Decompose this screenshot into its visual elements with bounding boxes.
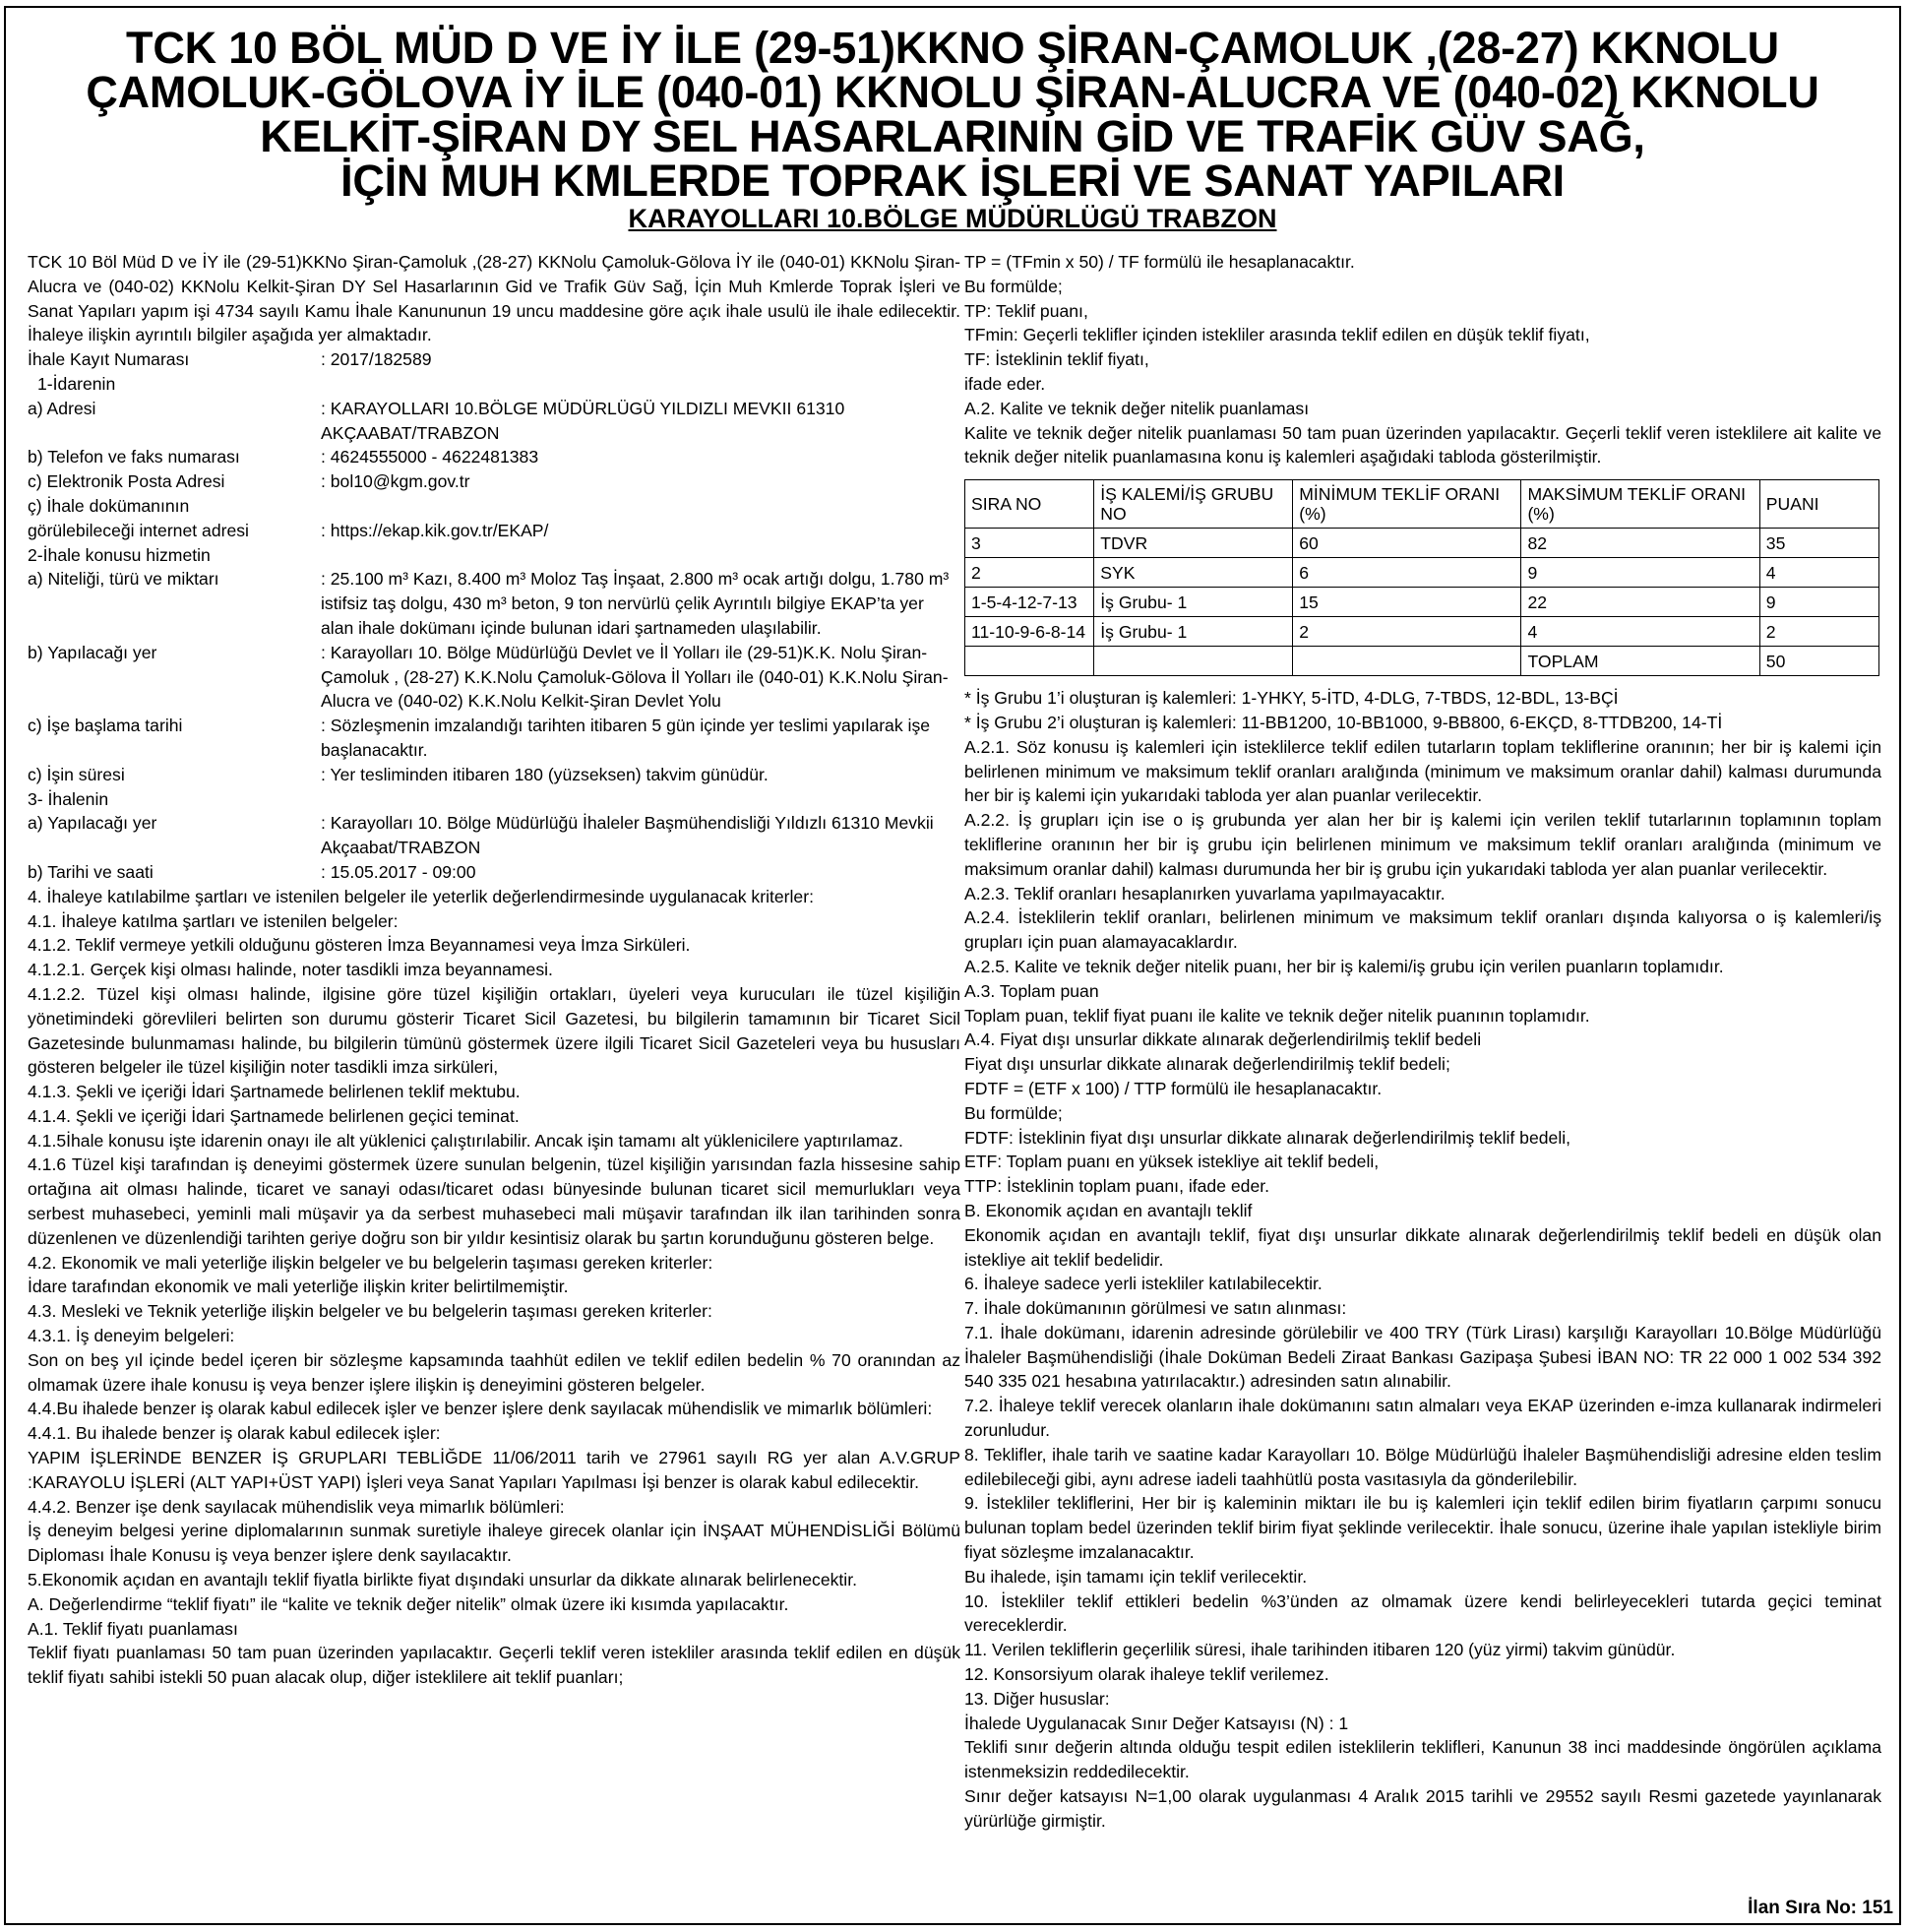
paragraph: Kalite ve teknik değer nitelik puanlaması 50 tam puan üzerinden yapılacaktır. Geçerli teklif veren isteklilere ait kalite ve teknik değer nitelik puanlamasına konu iş kalemleri aşağıdaki tabloda gösterilmiştir.: [964, 422, 1881, 467]
field-value: : Sözleşmenin imzalandığı tarihten itibaren 5 gün içinde yer teslimi yapılarak işe başlanacaktır.: [321, 716, 931, 760]
field-label: c) Elektronik Posta Adresi: [28, 471, 225, 492]
table-cell: 1-5-4-12-7-13: [965, 588, 1094, 617]
paragraph: 9. İstekliler tekliflerini, Her bir iş kaleminin miktarı ile bu iş kalemleri için teklif edilen birim fiyatların çarpımı sonucu bulunan toplam bedel üzerinden teklif birim fiyat şeklinde verilecektir. İhale sonucu, üzerine ihale yapılan istekliyle birim fiyat sözleşme imzalanacaktır.: [964, 1493, 1881, 1563]
column-header: MAKSİMUM TEKLİF ORANI (%): [1521, 480, 1759, 529]
field-value: : 15.05.2017 - 09:00: [321, 861, 476, 882]
paragraph: 4.4.Bu ihalede benzer iş olarak kabul edilecek işler ve benzer işlere denk sayılacak mühendislik ve mimarlık bölümleri:: [28, 1399, 933, 1419]
paragraph: 4.3.1. İş deneyim belgeleri:: [28, 1326, 235, 1346]
paragraph: Son on beş yıl içinde bedel içeren bir sözleşme kapsamında taahhüt edilen ve teklif edilen bedelin % 70 oranından az olmamak üzere ihale konusu iş veya benzer işlere ilişkin iş deneyimini gösteren belgeler.: [28, 1349, 960, 1395]
field-row: [28, 641, 960, 714]
field-value: : 4624555000 - 4622481383: [321, 447, 539, 467]
field-label: c) İşin süresi: [28, 764, 125, 784]
table-cell: 2: [1759, 617, 1878, 647]
headline-line: KELKİT-ŞİRAN DY SEL HASARLARININ GİD VE TRAFİK GÜV SAĞ,: [260, 111, 1645, 161]
table-cell: 3: [965, 529, 1094, 558]
paragraph: A.2.5. Kalite ve teknik değer nitelik puanı, her bir iş kalemi/iş grubu için verilen puanların toplamıdır.: [964, 956, 1724, 976]
field-row: [28, 445, 960, 469]
section-heading: 2-İhale konusu hizmetin: [28, 544, 211, 565]
table-cell: 60: [1293, 529, 1521, 558]
scoring-table: [964, 479, 1879, 676]
issuer-subheading: [6, 205, 1899, 232]
field-row: [28, 714, 960, 763]
left-paragraphs: [28, 885, 960, 1690]
paragraph: 4.2. Ekonomik ve mali yeterliğe ilişkin belgeler ve bu belgelerin taşıması gereken kriterler:: [28, 1252, 713, 1273]
paragraph: A.2.4. İsteklilerin teklif oranları, belirlenen minimum ve maksimum teklif oranları dışında kalıyorsa o iş kalemleri/iş grupları için puan alamayacaklardır.: [964, 907, 1881, 953]
field-value: : Karayolları 10. Bölge Müdürlüğü İhaleler Başmühendisliği Yıldızlı 61310 Mevkii Akçaabat/TRABZON: [321, 813, 934, 858]
field-row: [28, 397, 960, 446]
paragraph: İdare tarafından ekonomik ve mali yeterliğe ilişkin kriter belirtilmemiştir.: [28, 1277, 569, 1297]
field-value: : KARAYOLLARI 10.BÖLGE MÜDÜRLÜGÜ YILDIZLI MEVKII 61310 AKÇAABAT/TRABZON: [321, 398, 845, 443]
paragraph: 10. İstekliler teklif ettikleri bedelin %3’ünden az olmamak üzere kendi belirleyecekleri tutarda geçici teminat vereceklerdir.: [964, 1590, 1881, 1636]
empty-cell: [965, 647, 1094, 676]
section-heading: 3- İhalenin: [28, 788, 109, 809]
paragraph: İhalede Uygulanacak Sınır Değer Katsayısı (N) : 1: [964, 1713, 1349, 1733]
paragraph: TTP: İsteklinin toplam puanı, ifade eder.: [964, 1176, 1270, 1197]
paragraph: Teklifi sınır değerin altında olduğu tespit edilen isteklilerin teklifleri, Kanunun 38 inci maddesinde öngörülen açıklama istenmeksizin reddedilecektir.: [964, 1737, 1881, 1782]
field-label: b) Yapılacağı yer: [28, 642, 157, 662]
table-cell: 22: [1521, 588, 1759, 617]
table-cell: İş Grubu- 1: [1094, 588, 1293, 617]
paragraph: 12. Konsorsiyum olarak ihaleye teklif verilemez.: [964, 1664, 1329, 1685]
paragraph: A.4. Fiyat dışı unsurlar dikkate alınarak değerlendirilmiş teklif bedeli: [964, 1029, 1482, 1050]
table-body: [965, 529, 1879, 676]
headline-line: İÇİN MUH KMLERDE TOPRAK İŞLERİ VE SANAT YAPILARI: [340, 156, 1565, 206]
paragraph: Bu formülde;: [964, 1102, 1063, 1123]
field-label: c) İşe başlama tarihi: [28, 716, 183, 736]
paragraph: Ekonomik açıdan en avantajlı teklif, fiyat dışı unsurlar dikkate alınarak değerlendirilmiş teklif bedeli en düşük olan istekliye ait teklif bedelidir.: [964, 1224, 1881, 1270]
field-value: : 2017/182589: [321, 349, 432, 370]
table-cell: 2: [1293, 617, 1521, 647]
paragraph: 4.1. İhaleye katılma şartları ve istenilen belgeler:: [28, 910, 399, 931]
field-label: a) Adresi: [28, 398, 96, 418]
paragraph: A. Değerlendirme “teklif fiyatı” ile “kalite ve teknik değer nitelik” olmak üzere iki kısımda yapılacaktır.: [28, 1593, 789, 1614]
column-header: İŞ KALEMİ/İŞ GRUBU NO: [1094, 480, 1293, 529]
table-cell: 15: [1293, 588, 1521, 617]
field-value: : Karayolları 10. Bölge Müdürlüğü Devlet ve İl Yolları ile (29-51)K.K. Nolu Şiran-Çamoluk , (28-27) K.K.Nolu Çamoluk-Gölova İl Yolları ile (040-01) K.K.Nolu Şiran-Alucra ve (040-02) K.K.Nolu Kelkit-Şiran Devlet Yolu: [321, 642, 949, 712]
paragraph: Teklif fiyatı puanlaması 50 tam puan üzerinden yapılacaktır. Geçerli teklif veren istekliler arasında teklif edilen en düşük teklif fiyatı sahibi istekli 50 puan alacak olup, diğer isteklilere ait teklif puanları;: [28, 1643, 960, 1688]
table-cell: 6: [1293, 558, 1521, 588]
field-label: b) Tarihi ve saati: [28, 861, 154, 882]
paragraph: 7.1. İhale dokümanı, idarenin adresinde görülebilir ve 400 TRY (Türk Lirası) karşılığı Karayolları 10.Bölge Müdürlüğü İhaleler Başmühendisliği (İhale Doküman Bedeli Ziraat Bankası Gazipaşa Şubesi İBAN NO: TR 22 000 1 002 534 392 540 335 021 hesabına yatırılacaktır.) adresinden satın alınabilir.: [964, 1322, 1881, 1392]
paragraph: A.1. Teklif fiyatı puanlaması: [28, 1618, 238, 1639]
paragraph: 8. Teklifler, ihale tarih ve saatine kadar Karayolları 10. Bölge Müdürlüğü İhaleler Başmühendisliği adresine elden teslim edilebileceği gibi, aynı adrese iadeli taahhütlü posta vasıtasıyla da gönderilebilir.: [964, 1444, 1881, 1489]
paragraph: TP: Teklif puanı,: [964, 300, 1088, 321]
table-cell: TDVR: [1094, 529, 1293, 558]
field-row: [28, 811, 960, 860]
field-label: a) Niteliği, türü ve miktarı: [28, 569, 219, 590]
empty-cell: [1094, 647, 1293, 676]
field-row: [28, 860, 960, 885]
paragraph: Toplam puan, teklif fiyat puanı ile kalite ve teknik değer nitelik puanının toplamıdır.: [964, 1005, 1590, 1026]
paragraph: 4.1.5İhale konusu işte idarenin onayı ile alt yüklenici çalıştırılabilir. Ancak işin tamamı alt yüklenicilere yaptırılamaz.: [28, 1130, 903, 1151]
table-header-row: [965, 480, 1879, 529]
paragraph: 5.Ekonomik açıdan en avantajlı teklif fiyatla birlikte fiyat dışındaki unsurlar da dikkate alınarak belirlenecektir.: [28, 1570, 857, 1590]
paragraph: İş deneyim belgesi yerine diplomalarının sunmak suretiyle ihaleye girecek olanlar için İNŞAAT MÜHENDİSLİĞİ Bölümü Diploması İhale Konusu iş veya benzer işlere denk sayılacaktır.: [28, 1521, 960, 1566]
total-label: TOPLAM: [1521, 647, 1759, 676]
table-cell: 2: [965, 558, 1094, 588]
paragraph: 4.1.3. Şekli ve içeriği İdari Şartnamede belirlenen teklif mektubu.: [28, 1082, 521, 1102]
headline: [35, 23, 1870, 206]
column-header: MİNİMUM TEKLİF ORANI (%): [1293, 480, 1521, 529]
paragraph: 4.4.1. Bu ihalede benzer iş olarak kabul edilecek işler:: [28, 1423, 441, 1444]
table-cell: 4: [1759, 558, 1878, 588]
table-cell: 4: [1521, 617, 1759, 647]
field-value: : https://ekap.kik.gov.tr/EKAP/: [321, 520, 549, 540]
paragraph: 7. İhale dokümanının görülmesi ve satın alınması:: [964, 1298, 1347, 1319]
intro-paragraph: TCK 10 Böl Müd D ve İY ile (29-51)KKNo Şiran-Çamoluk ,(28-27) KKNolu Çamoluk-Gölova İY ile (040-01) KKNolu Şiran-Alucra ve (040-02) KKNolu Kelkit-Şiran DY Sel Hasarlarının Gid ve Trafik Güv Sağ, İçin Muh Kmlerde Toprak İşleri ve Sanat Yapıları yapım işi 4734 sayılı Kamu İhale Kanununun 19 uncu maddesine göre açık ihale usulü ile ihale edilecektir. İhaleye ilişkin ayrıntılı bilgiler aşağıda yer almaktadır.: [28, 252, 960, 345]
field-label: İhale Kayıt Numarası: [28, 349, 190, 370]
field-value: : Yer tesliminden itibaren 180 (yüzseksen) takvim günüdür.: [321, 764, 769, 784]
paragraph: * İş Grubu 1’i oluşturan iş kalemleri: 1-YHKY, 5-İTD, 4-DLG, 7-TBDS, 12-BDL, 13-BÇİ: [964, 688, 1619, 709]
paragraph: FDTF: İsteklinin fiyat dışı unsurlar dikkate alınarak değerlendirilmiş teklif bedeli,: [964, 1127, 1571, 1148]
table-row: [965, 617, 1879, 647]
table-row: [965, 558, 1879, 588]
table-cell: 9: [1521, 558, 1759, 588]
right-top-paragraphs: [964, 250, 1881, 469]
paragraph: A.2.3. Teklif oranları hesaplanırken yuvarlama yapılmayacaktır.: [964, 883, 1446, 904]
headline-line: ÇAMOLUK-GÖLOVA İY İLE (040-01) KKNOLU ŞİRAN-ALUCRA VE (040-02) KKNOLU: [86, 67, 1819, 117]
paragraph: A.2.1. Söz konusu iş kalemleri için isteklilerce teklif edilen tutarların toplam tekliflerine oranının; her bir iş kalemi için belirlenen minimum ve maksimum teklif oranları aralığında (minimum ve maksimum oranlar dahil) kalması durumunda her bir iş kalemi için yukarıdaki tabloda yer alan puanlar verilecektir.: [964, 736, 1881, 806]
tender-notice: [4, 6, 1901, 1925]
table-cell: 11-10-9-6-8-14: [965, 617, 1094, 647]
paragraph: B. Ekonomik açıdan en avantajlı teklif: [964, 1200, 1253, 1220]
field-label: ç) İhale dokümanının: [28, 495, 190, 516]
right-column: [964, 250, 1881, 1834]
table-total-row: [965, 647, 1879, 676]
table-cell: 82: [1521, 529, 1759, 558]
body-columns: [28, 250, 1879, 1915]
paragraph: 4.1.2. Teklif vermeye yetkili olduğunu gösteren İmza Beyannamesi veya İmza Sirküleri.: [28, 935, 691, 956]
field-label: a) Yapılacağı yer: [28, 813, 157, 834]
paragraph: TFmin: Geçerli teklifler içinden istekliler arasında teklif edilen en düşük teklif fiyatı,: [964, 325, 1590, 345]
table-row: [965, 588, 1879, 617]
paragraph: * İş Grubu 2’i oluşturan iş kalemleri: 11-BB1200, 10-BB1000, 9-BB800, 6-EKÇD, 8-TTDB200, 14-Tİ: [964, 712, 1723, 732]
total-value: 50: [1759, 647, 1878, 676]
paragraph: 11. Verilen tekliflerin geçerlilik süresi, ihale tarihinden itibaren 120 (yüz yirmi) takvim günüdür.: [964, 1640, 1676, 1660]
table-cell: 35: [1759, 529, 1878, 558]
section-heading: 1-İdarenin: [37, 373, 116, 394]
field-label: b) Telefon ve faks numarası: [28, 447, 240, 467]
paragraph: YAPIM İŞLERİNDE BENZER İŞ GRUPLARI TEBLİĞDE 11/06/2011 tarih ve 27961 sayılı RG yer alan A.V.GRUP :KARAYOLU İŞLERİ (ALT YAPI+ÜST YAPI) İşleri veya Sanat Yapıları Yapılması İşi benzer is olarak kabul edilecektir.: [28, 1448, 960, 1492]
paragraph: FDTF = (ETF x 100) / TTP formülü ile hesaplanacaktır.: [964, 1078, 1383, 1098]
headline-line: TCK 10 BÖL MÜD D VE İY İLE (29-51)KKNO ŞİRAN-ÇAMOLUK ,(28-27) KKNOLU: [126, 23, 1779, 73]
paragraph: 4.1.6 Tüzel kişi tarafından iş deneyimi göstermek üzere sunulan belgenin, tüzel kişiliğin yarısından fazla hissesine sahip ortağına ait olması halinde, ticaret ve sanayi odası/ticaret odası bünyesinde bulunan ticaret sicil memurlukları veya serbest muhasebeci, yeminli mali müşavir ya da serbest muhasebeci mali müşavir tarafından ilk ilan tarihinden sonra düzenlenen ve düzenlendiği tarihten geriye doğru son bir yıldır kesintisiz olarak bu şartın korunduğunu gösteren belge.: [28, 1154, 960, 1248]
table-row: [965, 529, 1879, 558]
paragraph: ifade eder.: [964, 373, 1046, 394]
paragraph: 4.1.2.1. Gerçek kişi olması halinde, noter tasdikli imza beyannamesi.: [28, 960, 553, 980]
paragraph: 6. İhaleye sadece yerli istekliler katılabilecektir.: [964, 1274, 1323, 1294]
field-row: [28, 347, 960, 372]
paragraph: ETF: Toplam puanı en yüksek istekliye ait teklif bedeli,: [964, 1152, 1380, 1172]
field-row: [28, 469, 960, 494]
paragraph: 4.1.4. Şekli ve içeriği İdari Şartnamede belirlenen geçici teminat.: [28, 1105, 520, 1126]
field-label: görülebileceği internet adresi: [28, 520, 249, 540]
table-cell: SYK: [1094, 558, 1293, 588]
paragraph: Sınır değer katsayısı N=1,00 olarak uygulanması 4 Aralık 2015 tarihli ve 29552 sayılı Resmi gazetede yayınlanarak yürürlüğe girmiştir.: [964, 1786, 1881, 1831]
issuer-name: KARAYOLLARI 10.BÖLGE MÜDÜRLÜGÜ TRABZON: [628, 204, 1277, 233]
paragraph: A.3. Toplam puan: [964, 980, 1099, 1001]
table-cell: 9: [1759, 588, 1878, 617]
column-header: PUANI: [1759, 480, 1878, 529]
field-value: : bol10@kgm.gov.tr: [321, 471, 470, 492]
paragraph: 4.3. Mesleki ve Teknik yeterliğe ilişkin belgeler ve bu belgelerin taşıması gereken kriterler:: [28, 1301, 712, 1322]
paragraph: Fiyat dışı unsurlar dikkate alınarak değerlendirilmiş teklif bedeli;: [964, 1054, 1450, 1075]
field-row: [28, 763, 960, 787]
paragraph: 4.1.2.2. Tüzel kişi olması halinde, ilgisine göre tüzel kişiliğin ortakları, üyeleri veya kurucuları ile tüzel kişiliğin yönetimindeki görevlileri belirten son durumu gösterir Ticaret Sicil Gazetesi, bu bilgilerin tamamının bir Ticaret Sicil Gazetesinde bulunmaması halinde, bu bilgilerin tümünü göstermek üzere ilgili Ticaret Sicil Gazeteleri veya bu hususları gösteren belgeler ile tüzel kişiliğin noter tasdikli imza sirküleri,: [28, 983, 960, 1078]
paragraph: Bu formülde;: [964, 276, 1063, 296]
left-column: [28, 250, 960, 1690]
empty-cell: [1293, 647, 1521, 676]
paragraph: Bu ihalede, işin tamamı için teklif verilecektir.: [964, 1566, 1308, 1587]
paragraph: 4.4.2. Benzer işe denk sayılacak mühendislik veya mimarlık bölümleri:: [28, 1496, 565, 1517]
paragraph: TF: İsteklinin teklif fiyatı,: [964, 349, 1149, 370]
paragraph: TP = (TFmin x 50) / TF formülü ile hesaplanacaktır.: [964, 252, 1355, 272]
field-row: [28, 519, 960, 543]
paragraph: A.2. Kalite ve teknik değer nitelik puanlaması: [964, 398, 1310, 418]
field-value: : 25.100 m³ Kazı, 8.400 m³ Moloz Taş İnşaat, 2.800 m³ ocak artığı dolgu, 1.780 m³ istifsiz taş dolgu, 430 m³ beton, 9 ton nervürlü çelik Ayrıntılı bilgiye EKAP’ta yer alan ihale dokümanı içinde bulunan idari şartnameden ulaşılabilir.: [321, 569, 950, 638]
field-row: [28, 567, 960, 640]
paragraph: A.2.2. İş grupları için ise o iş grubunda yer alan her bir iş kalemi için verilen teklif tutarlarının toplamının toplam tekliflerine oranının her bir iş grubu için belirlenen minimum ve maksimum teklif oranları aralığında (minimum ve maksimum oranlar dahil) kalması durumunda her bir iş grubu için yukarıdaki tabloda yer alan puanlar verilecektir.: [964, 810, 1881, 879]
table-cell: İş Grubu- 1: [1094, 617, 1293, 647]
paragraph: 4. İhaleye katılabilme şartları ve istenilen belgeler ile yeterlik değerlendirmesinde uygulanacak kriterler:: [28, 886, 814, 906]
paragraph: 7.2. İhaleye teklif verecek olanların ihale dokümanını satın almaları veya EKAP üzerinden e-imza kullanarak indirmeleri zorunludur.: [964, 1396, 1881, 1441]
notice-number: İlan Sıra No: 151: [1748, 1898, 1893, 1918]
paragraph: 13. Diğer hususlar:: [964, 1688, 1110, 1709]
right-bottom-paragraphs: [964, 686, 1881, 1833]
column-header: SIRA NO: [965, 480, 1094, 529]
